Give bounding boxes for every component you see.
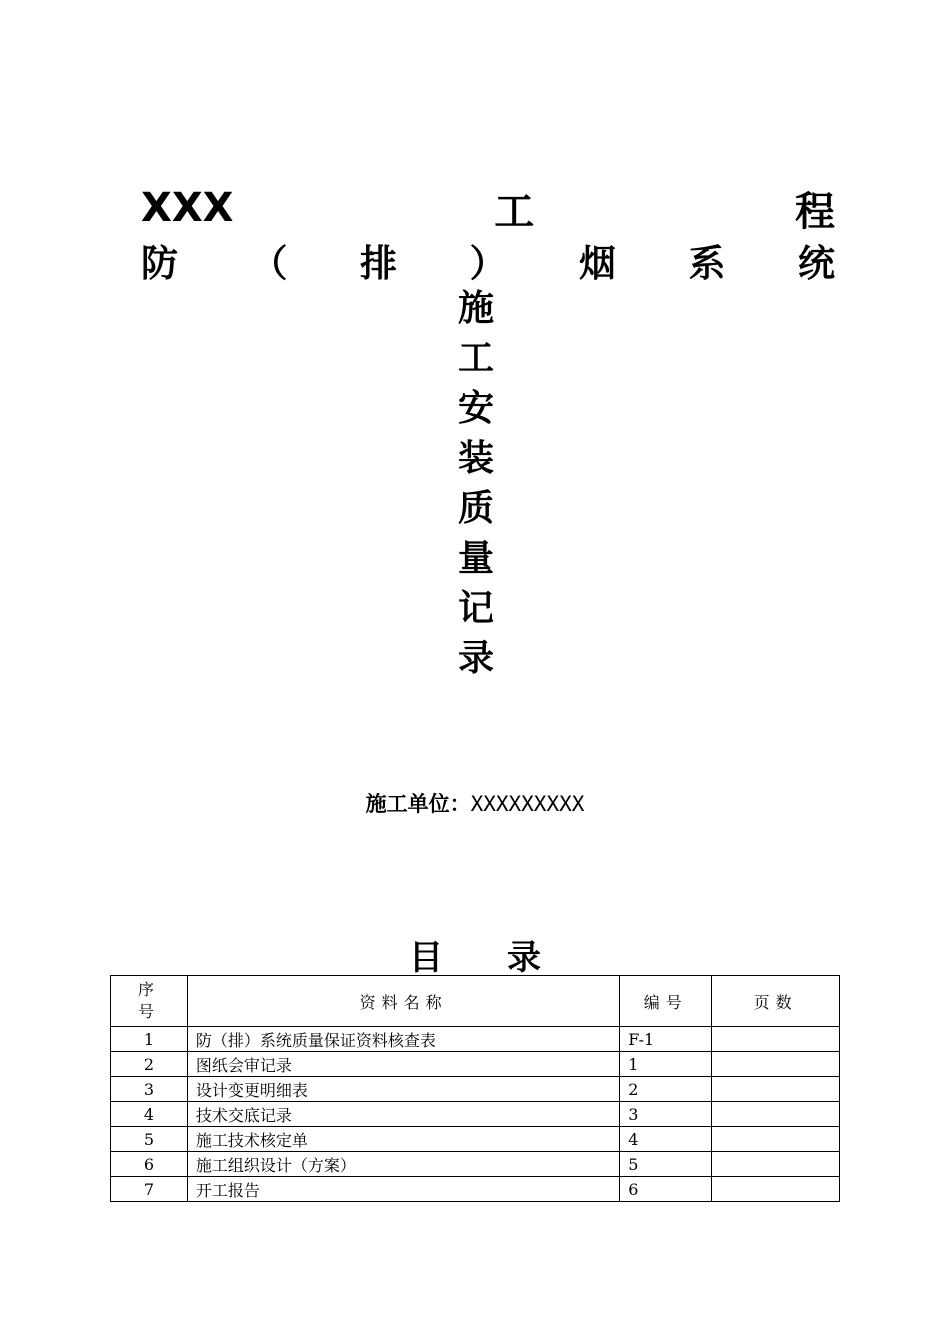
title-vertical-char: 施 — [457, 288, 494, 329]
title-word: XXX — [141, 185, 234, 231]
title-vertical-char: 工 — [457, 338, 494, 379]
table-row — [111, 1027, 840, 1052]
row-code: 6 — [620, 1177, 712, 1202]
toc-title — [0, 930, 950, 979]
row-no: 5 — [111, 1127, 188, 1152]
row-code: 2 — [620, 1077, 712, 1102]
row-name: 施工技术核定单 — [187, 1127, 619, 1152]
row-page — [712, 1052, 840, 1077]
row-page — [712, 1077, 840, 1102]
row-no: 3 — [111, 1077, 188, 1102]
row-code: F-1 — [620, 1027, 712, 1052]
table-row — [111, 1102, 840, 1127]
title-char: 烟 — [579, 242, 616, 285]
header-page: 页数 — [712, 976, 840, 1027]
title-vertical-char: 装 — [457, 438, 494, 479]
row-code: 4 — [620, 1127, 712, 1152]
row-name: 图纸会审记录 — [187, 1052, 619, 1077]
header-no-line2: 号 — [137, 1002, 160, 1021]
row-page — [712, 1177, 840, 1202]
title-char: 防 — [141, 242, 178, 285]
row-no: 1 — [111, 1027, 188, 1052]
header-no — [111, 976, 188, 1027]
title-vertical-char: 录 — [457, 638, 494, 679]
title-char: 排 — [360, 242, 397, 285]
toc-table — [110, 975, 840, 1202]
construction-unit — [0, 788, 950, 818]
title-char: 统 — [798, 242, 835, 285]
construction-unit-value: XXXXXXXXX — [470, 792, 585, 816]
row-code: 1 — [620, 1052, 712, 1077]
title-word: 工 — [494, 188, 535, 235]
row-no: 7 — [111, 1177, 188, 1202]
cover-title-line-2 — [141, 234, 835, 286]
row-page — [712, 1127, 840, 1152]
row-no: 4 — [111, 1102, 188, 1127]
row-code: 5 — [620, 1152, 712, 1177]
toc-title-part: 录 — [507, 938, 541, 978]
header-code: 编号 — [620, 976, 712, 1027]
row-name: 施工组织设计（方案） — [187, 1152, 619, 1177]
title-char: （ — [250, 242, 288, 285]
row-no: 6 — [111, 1152, 188, 1177]
header-name: 资料名称 — [187, 976, 619, 1027]
title-char: 系 — [688, 242, 726, 285]
row-page — [712, 1102, 840, 1127]
toc-header-row — [111, 976, 840, 1027]
title-word: 程 — [795, 188, 835, 235]
table-row — [111, 1152, 840, 1177]
table-row — [111, 1127, 840, 1152]
title-char: ） — [469, 242, 507, 285]
table-row — [111, 1177, 840, 1202]
row-name: 技术交底记录 — [187, 1102, 619, 1127]
table-row — [111, 1077, 840, 1102]
row-page — [712, 1027, 840, 1052]
title-vertical-char: 量 — [457, 538, 494, 579]
row-no: 2 — [111, 1052, 188, 1077]
construction-unit-label: 施工单位： — [365, 792, 471, 816]
title-vertical-char: 记 — [457, 588, 494, 629]
row-page — [712, 1152, 840, 1177]
title-vertical-char: 质 — [457, 488, 494, 529]
row-name: 防（排）系统质量保证资料核查表 — [187, 1027, 619, 1052]
row-name: 开工报告 — [187, 1177, 619, 1202]
row-code: 3 — [620, 1102, 712, 1127]
table-row — [111, 1052, 840, 1077]
cover-title-line-1 — [141, 182, 835, 234]
toc-title-part: 目 — [409, 938, 443, 978]
header-no-line1: 序 — [137, 980, 160, 999]
row-name: 设计变更明细表 — [187, 1077, 619, 1102]
title-vertical-char: 安 — [457, 388, 494, 429]
